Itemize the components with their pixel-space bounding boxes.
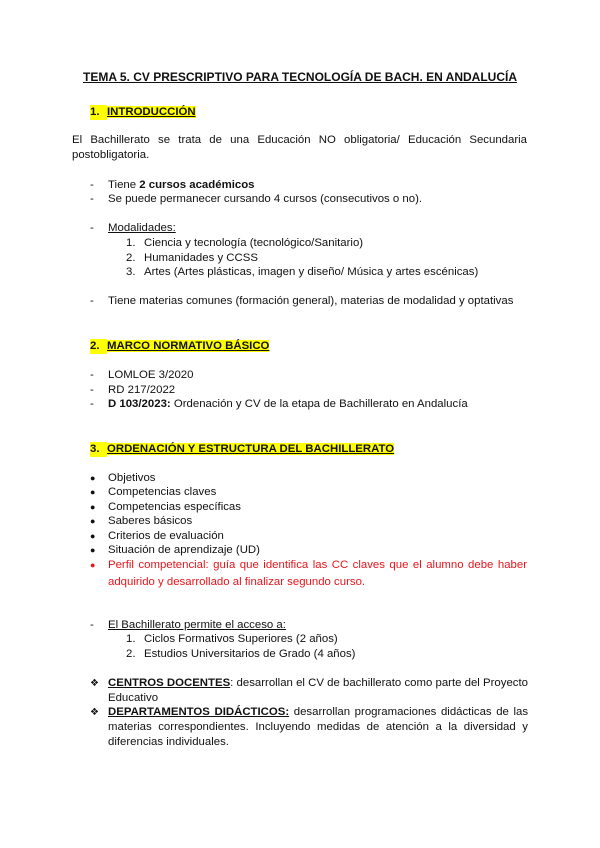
item-number: 2. xyxy=(126,252,136,264)
bullet-icon: ● xyxy=(90,502,96,512)
bullet-icon: ● xyxy=(90,560,96,570)
item-text: Objetivos xyxy=(108,472,156,484)
item-text: Estudios Universitarios de Grado (4 años) xyxy=(144,648,356,660)
numbered-item xyxy=(126,265,478,280)
item-number: 1. xyxy=(126,633,136,645)
dash-marker: - xyxy=(90,398,94,410)
acceso-label: El Bachillerato permite el acceso a: xyxy=(108,619,286,631)
section-title: INTRODUCCIÓN xyxy=(107,106,196,118)
item-number: 2. xyxy=(126,648,136,660)
item-text: Ciencia y tecnología (tecnológico/Sanitario) xyxy=(144,237,364,249)
item-bold-text: D 103/2023: xyxy=(108,398,171,410)
perfil-line: Perfil competencial: guía que identifica las CC claves que el alumno debe haber xyxy=(108,559,527,571)
item-text: Ciclos Formativos Superiores (2 años) xyxy=(144,633,338,645)
intro-line: El Bachillerato se trata de una Educación NO obligatoria/ Educación Secundaria xyxy=(72,134,527,146)
item-number: 1. xyxy=(126,237,136,249)
dash-marker: - xyxy=(90,369,94,381)
numbered-item xyxy=(126,251,258,266)
item-text: Ordenación y CV de la etapa de Bachillerato en Andalucía xyxy=(170,398,468,410)
item-text: Se puede permanecer cursando 4 cursos (consecutivos o no). xyxy=(108,193,423,205)
section-number: 3. xyxy=(90,442,107,457)
dash-marker: - xyxy=(90,179,94,191)
item-text: Competencias específicas xyxy=(108,501,241,513)
departamentos-label: DEPARTAMENTOS DIDÁCTICOS: xyxy=(108,706,290,718)
dash-marker: - xyxy=(90,295,94,307)
item-text: LOMLOE 3/2020 xyxy=(108,369,194,381)
item-text: Artes (Artes plásticas, imagen y diseño/ Música y artes escénicas) xyxy=(144,266,479,278)
modalidades-label: Modalidades: xyxy=(108,222,176,234)
item-text: Competencias claves xyxy=(108,486,217,498)
item-bold-text: 2 cursos académicos xyxy=(139,179,255,191)
bullet-icon: ● xyxy=(90,473,96,483)
numbered-item xyxy=(126,632,338,647)
bullet-icon: ● xyxy=(90,531,96,541)
dash-marker: - xyxy=(90,222,94,234)
item-number: 3. xyxy=(126,266,136,278)
dash-marker: - xyxy=(90,193,94,205)
intro-line: postobligatoria. xyxy=(72,149,150,161)
centros-label: CENTROS DOCENTES xyxy=(108,677,231,689)
intro-paragraph xyxy=(72,133,527,163)
numbered-item xyxy=(126,236,363,251)
section-title: ORDENACIÓN Y ESTRUCTURA DEL BACHILLERATO xyxy=(107,443,395,455)
bullet-icon: ● xyxy=(90,516,96,526)
section-number: 2. xyxy=(90,339,107,354)
document-title: TEMA 5. CV PRESCRIPTIVO PARA TECNOLOGÍA DE BACH. EN ANDALUCÍA xyxy=(82,70,518,84)
item-text: Saberes básicos xyxy=(108,515,193,527)
numbered-item xyxy=(126,647,355,662)
section-heading-ordenacion xyxy=(90,442,394,457)
bullet-icon: ● xyxy=(90,487,96,497)
dash-marker: - xyxy=(90,384,94,396)
item-text: Situación de aprendizaje (UD) xyxy=(108,544,260,556)
section-heading-introduccion xyxy=(90,105,196,120)
section-title: MARCO NORMATIVO BÁSICO xyxy=(107,340,270,352)
dash-marker: - xyxy=(90,619,94,631)
diamond-bullet-icon: ❖ xyxy=(90,678,99,689)
item-text: Humanidades y CCSS xyxy=(144,252,258,264)
item-text: RD 217/2022 xyxy=(108,384,176,396)
diamond-bullet-icon: ❖ xyxy=(90,707,99,718)
item-text: Criterios de evaluación xyxy=(108,530,224,542)
section-number: 1. xyxy=(90,105,107,120)
item-text: Tiene xyxy=(108,179,140,191)
departamentos-text: desarrollan programaciones didácticas de las materias correspondientes. Incluyendo medidas de atención a la diversidad y diferencias individuales. xyxy=(108,706,529,748)
perfil-line: adquirido y desarrollado al finalizar segundo curso. xyxy=(108,576,366,588)
section-heading-marco-normativo xyxy=(90,339,269,354)
item-text: Tiene materias comunes (formación general), materias de modalidad y optativas xyxy=(108,295,514,307)
bullet-icon: ● xyxy=(90,545,96,555)
centros-text: : desarrollan el CV de bachillerato como parte del Proyecto Educativo xyxy=(108,677,528,704)
